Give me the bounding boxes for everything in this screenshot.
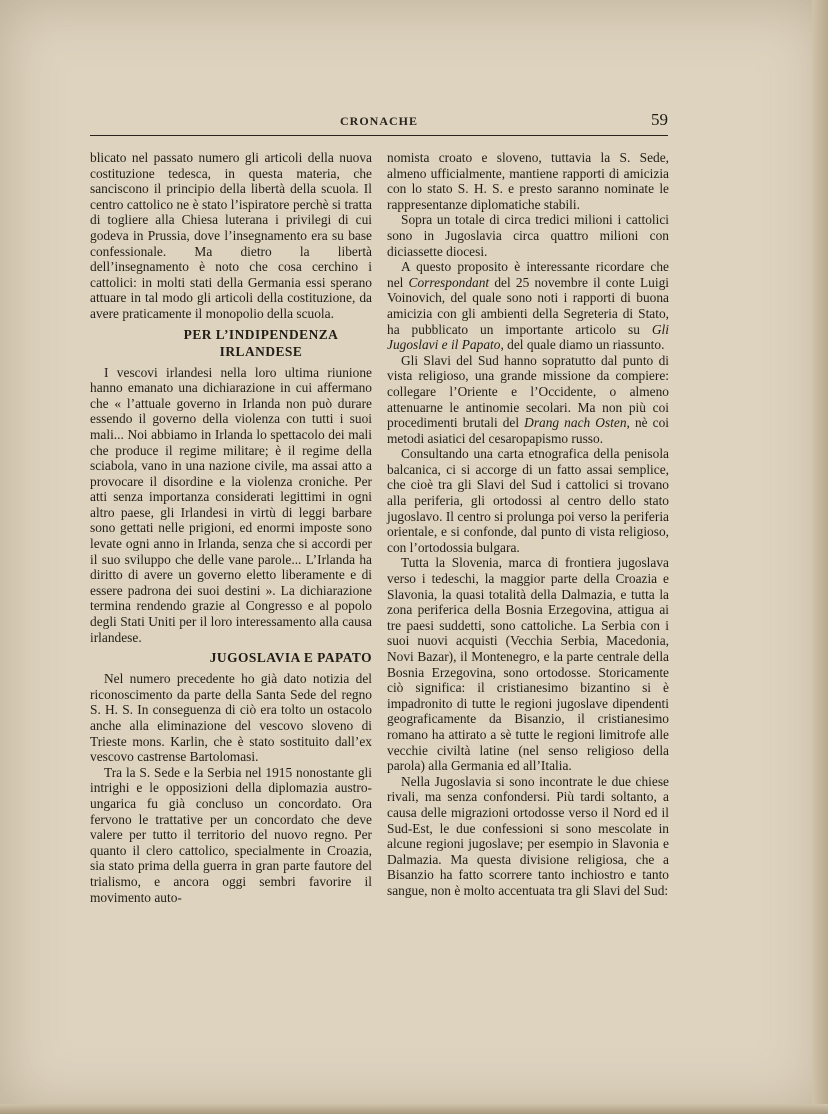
text-run: A questo proposito è interessante ricordare che nel [387,259,669,290]
running-header [90,112,668,132]
paragraph: blicato nel passato numero gli articoli della nuova costituzione tedesca, in questa materia, che sanciscono il principio della libertà della scuola. Il centro cattolico ne è stato l’ispiratore perchè si tratta di togliere alla Chiesa luterana i privilegi di cui godeva in Prussia, dove l’insegnamento era su base confessionale. Ma dietro la libertà dell’insegnamento è noto che cosa cerchino i cattolici: in molti stati della Germania essi sperano attuare in tal modo gli articoli della costituzione, da avere praticamente il monopolio della scuola. [90,150,372,321]
page-number: 59 [651,110,668,129]
text-run: , nè coi metodi asiatici del cesaropapismo russo. [387,415,670,446]
text-run: Gli Slavi del Sud hanno sopratutto dal punto di vista religioso, una grande missione da compiere: collegare l’Oriente e l’Occidente, o almeno attenuarne le antinomie secolari. Ma non più coi procedimenti brutali del [387,352,669,431]
italic-title: Gli Jugoslavi e il Papato [387,321,669,353]
text-run: , del quale diamo un riassunto. [500,337,665,353]
paragraph: Nel numero precedente ho già dato notizia del riconoscimento da parte della Santa Sede del regno S. H. S. In conseguenza di ciò era tolto un ostacolo anche alla eliminazione del vescovo sloveno di Trieste mons. Karlin, che è stato sostituito dall’ex vescovo castrense Bartolomasi. [90,671,372,765]
paragraph: Tutta la Slovenia, marca di frontiera jugoslava verso i tedeschi, la maggior parte della Croazia e Slavonia, la quasi totalità della Dalmazia, e tutta la zona periferica della Bosnia Erzegovina, attigua ai tre paesi suddetti, sono cattoliche. La Serbia con i suoi nuovi acquisti (Vecchia Serbia, Macedonia, Novi Bazar), il Montenegro, e la parte centrale della Bosnia Erzegovina, sono ortodosse. Storicamente ciò significa: il cristianesimo bizantino si è impadronito di tutte le regioni jugoslave dipendenti geograficamente da Bisanzio, il cristianesimo romano ha attirato a sè tutte le regioni limitrofe alle vecchie civiltà latine (nel senso religioso della parola) alla Germania ed all’Italia. [387,555,669,774]
right-column [387,150,669,899]
italic-title: Correspondant [408,274,490,290]
paragraph: I vescovi irlandesi nella loro ultima riunione hanno emanato una dichiarazione in cui affermano che « l’attuale governo in Irlanda non può durare essendo il governo della violenza con tutti i suoi mali... Noi abbiamo in Irlanda lo spettacolo dei mali che produce il regime militare; è il regime della sciabola, vano in una nazione civile, ma assai atto a provocare il disordine e la violenza croniche. Per atti senza importanza considerati legittimi in ogni altro paese, gli Irlandesi in virtù di leggi barbare sono gettati nelle prigioni, ed enormi imposte sono levate ogni anno in Irlanda, senza che si accordi per il suo sviluppo che delle vane parole... L’Irlanda ha diritto di avere un governo eletto liberamente e di essere padrona dei suoi destini ». La dichiarazione termina rendendo grazie al Congresso e al popolo degli Stati Uniti per il loro interessamento alla causa irlandese. [90,364,372,645]
left-column [90,150,372,905]
section-heading-yugoslavia-papacy: JUGOSLAVIA E PAPATO [209,650,372,666]
page-edge-bottom [0,1104,828,1114]
paragraph: Nella Jugoslavia si sono incontrate le due chiese rivali, ma senza confondersi. Più tardi soltanto, a causa delle migrazioni ortodosse verso il Nord ed il Sud-Est, le due confessioni si sono mescolate in alcune regioni jugoslave; per esempio in Slavonia e Dalmazia. Ma questa divisione religiosa, che a Bisanzio ha fatto scorrere tanto inchiostro e tanto sangue, non è molto accentuata tra gli Slavi del Sud: [387,773,669,898]
text-run: del 25 novembre il conte Luigi Voinovich, del quale sono noti i rapporti di buona amicizia con gli ambienti della Segreteria di Stato, ha pubblicato un importante articolo su [387,274,669,337]
header-rule [90,135,668,136]
paragraph: Sopra un totale di circa tredici milioni i cattolici sono in Jugoslavia circa quattro milioni con diciassette diocesi. [387,212,669,259]
paragraph: Tra la S. Sede e la Serbia nel 1915 nonostante gli intrighi e le opposizioni della diplomazia austro-ungarica fu già concluso un concordato. Ora fervono le trattative per un concordato che deve valere per tutto il territorio del nuovo regno. Per quanto il clero cattolico, specialmente in Croazia, sia stato prima della guerra in gran parte fautore del trialismo, e ancora oggi sembri favorire il movimento auto- [90,764,372,905]
italic-phrase: Drang nach Osten [524,415,627,431]
paragraph [387,259,669,353]
paragraph [387,353,669,447]
running-title: CRONACHE [339,114,418,128]
paragraph: nomista croato e sloveno, tuttavia la S. Sede, almeno ufficialmente, mantiene rapporti di amicizia con lo stato S. H. S. e presto saranno nominate le rappresentanze diplomatiche stabili. [387,150,669,212]
page-edge-right [812,0,828,1114]
section-heading-irish-independence: PER L’INDIPENDENZA IRLANDESE [183,326,339,359]
paragraph: Consultando una carta etnografica della penisola balcanica, ci si accorge di un fatto assai semplice, che cioè tra gli Slavi del Sud i cattolici si trovano alla periferia, gli ortodossi al centro dello stato jugoslavo. Il centro si prolunga poi verso la periferia orientale, e si confonde, dal punto di vista religioso, con l’ortodossia bulgara. [387,446,669,555]
